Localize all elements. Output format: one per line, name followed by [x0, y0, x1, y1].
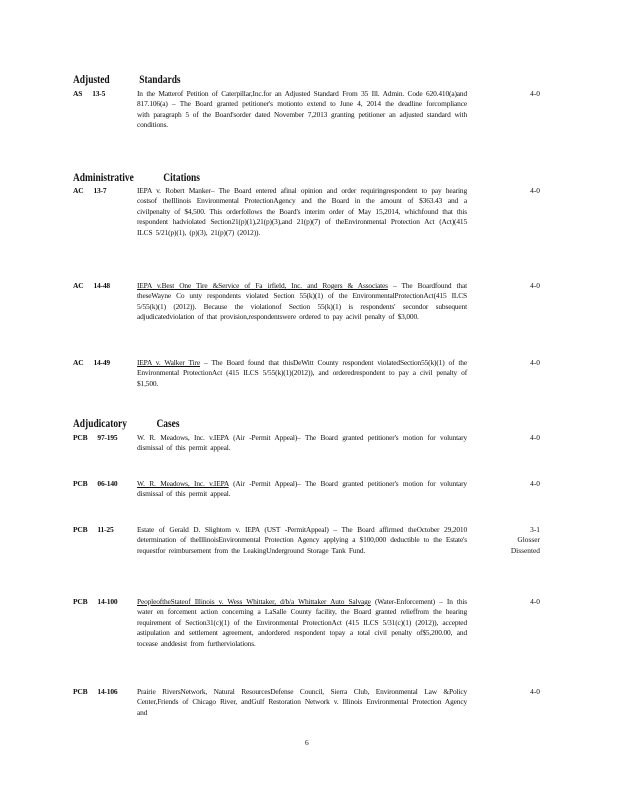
case-body: Estate of Gerald D. Slightom v. IEPA (UST -PermitAppeal) – The Board affirmed theOctober 29,2010 determination of theIllinoisEnvironmental Protection Agency applying a $100,000 deductible to the Estate's requestfor reimbursement from the LeakingUnderground Storage Tank Fund. [137, 525, 467, 555]
heading-word: Administrative [73, 172, 134, 184]
page-number: 6 [305, 738, 309, 747]
vote-tally: 4-0 [530, 186, 540, 195]
entry-text [137, 433, 467, 454]
case-title: IEPA v.Best One Tire &Service of Fa irfield, Inc. and Rogers & Associates [137, 281, 388, 290]
case-body: – The Boardfound that theseWayne Co unty respondents violated Section 55(k)(1) of the EnvironmentalProtectionAct(415 ILCS 5/55(k)(1) (2012)). Because the violationof Section 55(k)(1) is respondents' secondor subsequent adjudicatedviolation of that provision,respondentswere ordered to pay acivil penalty of $3,000. [137, 281, 468, 322]
case-type: PCB [73, 479, 88, 488]
case-type: PCB [73, 433, 88, 442]
section-heading-adjudicatory-cases [73, 418, 180, 430]
case-type: AS [73, 89, 83, 98]
case-code [73, 687, 117, 696]
case-number: 13-7 [93, 186, 107, 195]
case-type: AC [73, 358, 84, 367]
vote-tally: 4-0 [530, 281, 540, 290]
case-title: IEPA v. Walker Tire [137, 358, 200, 367]
heading-word: Cases [156, 418, 180, 430]
case-number: 14-49 [93, 358, 110, 367]
vote-tally: 4-0 [530, 687, 540, 696]
heading-word: Citations [163, 172, 200, 184]
case-title: W. R. Meadows, Inc. v.IEPA [137, 479, 229, 488]
case-code [73, 597, 117, 606]
entry-text [137, 89, 467, 131]
entry-text [137, 597, 467, 649]
case-body: (Air -Permit Appeal)– The Board granted petitioner's motion for voluntary dismissal of this permit appeal. [137, 479, 467, 499]
vote-tally: 4-0 [530, 597, 540, 606]
heading-word: Adjudicatory [73, 418, 127, 430]
vote-tally: 4-0 [530, 358, 540, 367]
case-title: PeopleoftheStateof Illinois v. Wess Whittaker, d/b/a Whittaker Auto Salvage [137, 597, 371, 606]
case-number: 11-25 [97, 525, 114, 534]
case-type: PCB [73, 525, 88, 534]
case-code [73, 89, 105, 98]
entry-text [137, 358, 467, 389]
case-number: 97-195 [97, 433, 118, 442]
case-type: PCB [73, 687, 88, 696]
case-body: – The Board found that thisDeWitt County respondent violatedSection55(k)(1) of the Environmental ProtectionAct (415 ILCS 5/55(k)(1)(2012)), and orderedrespondent to pay a civil penalty of $1,500. [137, 358, 467, 388]
entry-text [137, 281, 467, 323]
heading-word: Standards [139, 74, 181, 86]
case-code [73, 433, 117, 442]
case-code [73, 281, 110, 290]
heading-word: Adjusted [73, 74, 110, 86]
vote-tally: 4-0 [530, 479, 540, 488]
case-body: IEPA v. Robert Manker– The Board entered afinal opinion and order requiringrespondent to pay hearing costsof theIllinois Environmental ProtectionAgency and the Board in the amount of $363.43 and a civilpenalty of $4,500. This orderfollows the Board's interim order of May 15,2014, whichfound that this respondent hadviolated Section21(p)(1),21(p)(3),and 21(p)(7) of theEnvironmental Protection Act (Act)(415 ILCS 5/21(p)(1), (p)(3), 21(p)(7) (2012)). [137, 186, 467, 237]
case-body: In the Matterof Petition of Caterpillar,Inc.for an Adjusted Standard From 35 Ill. Admin. Code 620.410(a)and 817.106(a) – The Board granted petitioner's motionto extend to June 4, 2014 the deadline forcompliance with paragraph 5 of the Board'sorder dated November 7,2013 granting petitioner an adjusted standard with conditions. [137, 89, 467, 130]
case-code [73, 358, 110, 367]
case-type: AC [73, 281, 84, 290]
case-code [73, 525, 114, 534]
case-type: PCB [73, 597, 88, 606]
entry-text [137, 525, 467, 556]
vote-tally: 4-0 [530, 89, 540, 98]
case-body: W. R. Meadows, Inc. v.IEPA (Air -Permit Appeal)– The Board granted petitioner's motion for voluntary dismissal of this permit appeal. [137, 433, 467, 453]
case-code [73, 479, 117, 488]
case-type: AC [73, 186, 84, 195]
section-heading-adjusted-standards [73, 74, 181, 86]
case-code [73, 186, 106, 195]
section-heading-administrative-citations [73, 172, 200, 184]
case-number: 14-48 [93, 281, 110, 290]
case-number: 14-106 [97, 687, 118, 696]
vote-tally: 4-0 [530, 433, 540, 442]
entry-text [137, 479, 467, 500]
vote-tally: 3-1 Glosser Dissented [510, 525, 540, 555]
case-number: 13-5 [92, 89, 106, 98]
case-number: 14-100 [97, 597, 118, 606]
case-body: Prairie RiversNetwork, Natural ResourcesDefense Council, Sierra Club, Environmental Law &Policy Center,Friends of Chicago River, andGulf Restoration Network v. Illinois Environmental Protection Agency and [137, 687, 467, 717]
entry-text [137, 687, 467, 718]
entry-text [137, 186, 467, 238]
case-number: 06-140 [97, 479, 118, 488]
case-body: (Water-Enforcement) – In this water en forcement action concerning a LaSalle County facility, the Board granted relieffrom the hearing requirement of Section31(c)(1) of the Environmental ProtectionAct (415 ILCS 5/31(c)(1) (2012)), accepted astipulation and settlement agreement, andordered respondent topay a total civil penalty of$5,200.00, and tocease anddesist from furtherviolations. [137, 597, 468, 648]
